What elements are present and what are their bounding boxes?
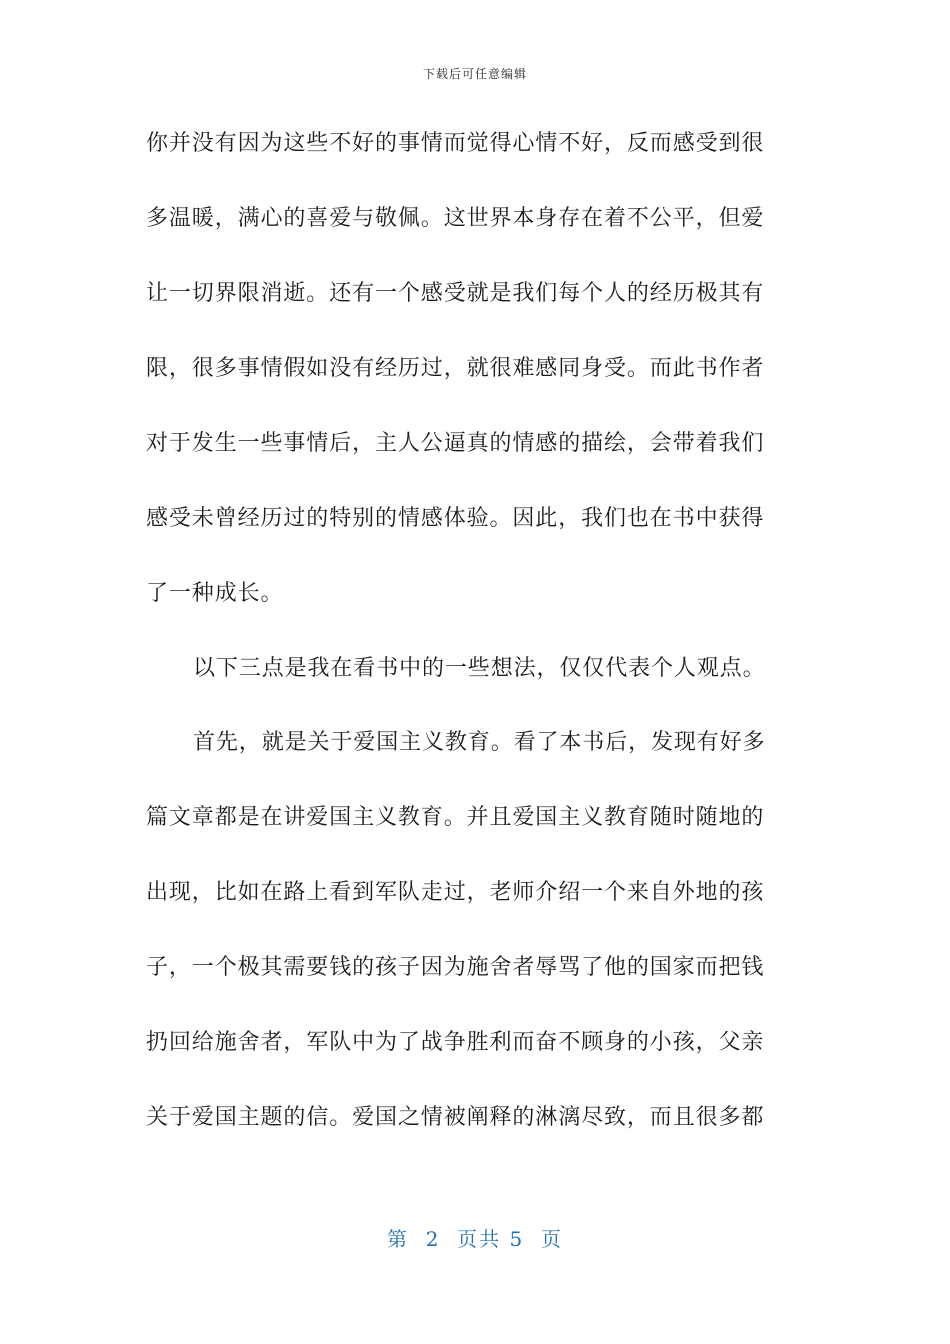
paragraph-first-line: 首先，就是关于爱国主义教育。看了本书后，发现有好多	[193, 730, 766, 755]
paragraph-line: 篇文章都是在讲爱国主义教育。并且爱国主义教育随时随地的	[146, 805, 765, 830]
paragraph-line: 你并没有因为这些不好的事情而觉得心情不好，反而感受到很	[146, 131, 765, 156]
paragraph-line: 对于发生一些事情后，主人公逼真的情感的描绘，会带着我们	[146, 431, 765, 456]
page-number-footer: 第 2 页共 5 页	[387, 1227, 563, 1251]
paragraph-first-line: 以下三点是我在看书中的一些想法，仅仅代表个人观点。	[193, 656, 766, 681]
paragraph-line: 感受未曾经历过的特别的情感体验。因此，我们也在书中获得	[146, 506, 765, 531]
paragraph-line: 了一种成长。	[146, 581, 284, 606]
paragraph-line: 出现，比如在路上看到军队走过，老师介绍一个来自外地的孩	[146, 880, 765, 905]
paragraph-line: 限，很多事情假如没有经历过，就很难感同身受。而此书作者	[146, 356, 765, 381]
paragraph-line: 扔回给施舍者，军队中为了战争胜利而奋不顾身的小孩，父亲	[146, 1030, 765, 1055]
paragraph-line: 让一切界限消逝。还有一个感受就是我们每个人的经历极其有	[146, 281, 765, 306]
paragraph-line: 关于爱国主题的信。爱国之情被阐释的淋漓尽致，而且很多都	[146, 1105, 765, 1130]
paragraph-line: 多温暖，满心的喜爱与敬佩。这世界本身存在着不公平，但爱	[146, 206, 765, 231]
paragraph-line: 子，一个极其需要钱的孩子因为施舍者辱骂了他的国家而把钱	[146, 955, 765, 980]
page-header: 下载后可任意编辑	[422, 67, 527, 81]
